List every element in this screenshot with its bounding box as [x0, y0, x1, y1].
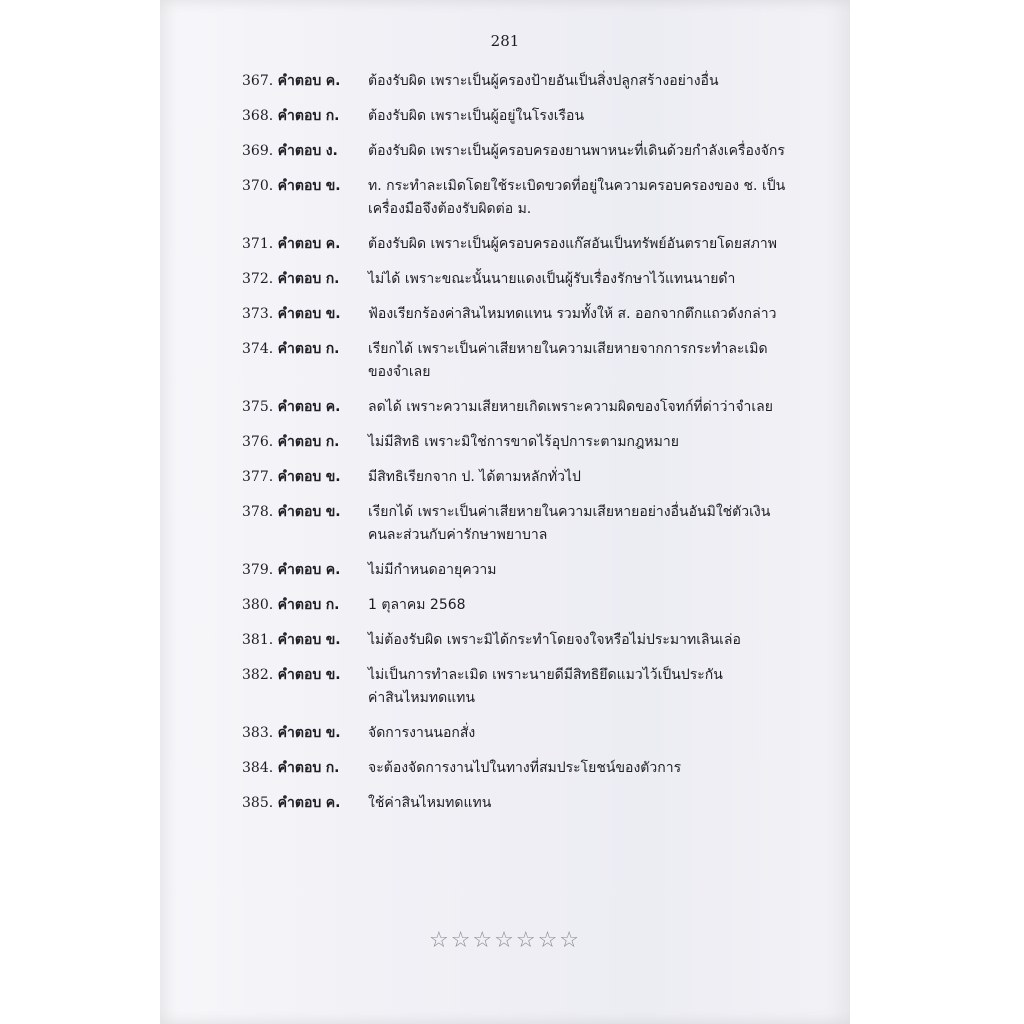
- answer-entry: [160, 338, 850, 384]
- answer-choice: ข.: [325, 469, 341, 485]
- answer-text: [368, 140, 788, 163]
- answer-choice: ข.: [325, 504, 341, 520]
- question-number: 368.: [242, 108, 274, 124]
- question-number: 383.: [242, 725, 274, 741]
- answer-line: ใช้ค่าสินไหมทดแทน: [368, 795, 492, 811]
- question-number: 385.: [242, 795, 274, 811]
- answer-choice: ข.: [325, 306, 341, 322]
- answer-entry: [160, 175, 850, 221]
- answer-word: คำตอบ: [277, 504, 322, 520]
- answer-word: คำตอบ: [277, 434, 322, 450]
- question-number: 374.: [242, 341, 274, 357]
- answer-entry: [160, 396, 850, 419]
- answer-line: ไม่มีสิทธิ เพราะมิใช่การขาดไร้อุปการะตามกฎหมาย: [368, 434, 679, 450]
- answer-label: [242, 629, 360, 652]
- answer-line: เครื่องมือจึงต้องรับผิดต่อ ม.: [368, 201, 532, 217]
- answer-word: คำตอบ: [277, 795, 322, 811]
- answer-choice: ก.: [325, 341, 340, 357]
- answer-label: [242, 233, 360, 256]
- answer-label: [242, 105, 360, 128]
- answer-choice: ค.: [325, 236, 341, 252]
- answer-word: คำตอบ: [277, 108, 322, 124]
- question-number: 379.: [242, 562, 274, 578]
- answer-word: คำตอบ: [277, 178, 322, 194]
- page-number: 281: [490, 32, 520, 50]
- answer-line: ฟ้องเรียกร้องค่าสินไหมทดแทน รวมทั้งให้ ส. ออกจากตึกแถวดังกล่าว: [368, 306, 777, 322]
- answer-label: [242, 466, 360, 489]
- answer-label: [242, 594, 360, 617]
- answer-line: ไม่ได้ เพราะขณะนั้นนายแดงเป็นผู้รับเรื่องรักษาไว้แทนนายดำ: [368, 271, 736, 287]
- answer-line: ค่าสินไหมทดแทน: [368, 690, 475, 706]
- answer-word: คำตอบ: [277, 399, 322, 415]
- answer-word: คำตอบ: [277, 760, 322, 776]
- answer-choice: ค.: [325, 73, 341, 89]
- answer-text: [368, 629, 788, 652]
- answer-text: [368, 233, 788, 256]
- answer-line: ท. กระทำละเมิดโดยใช้ระเบิดขวดที่อยู่ในความครอบครองของ ช. เป็น: [368, 178, 786, 194]
- answer-label: [242, 722, 360, 745]
- question-number: 377.: [242, 469, 274, 485]
- answer-entry: [160, 559, 850, 582]
- answer-label: [242, 70, 360, 93]
- answer-entry: [160, 792, 850, 815]
- answer-choice: ง.: [325, 143, 338, 159]
- answer-text: [368, 757, 788, 780]
- answer-word: คำตอบ: [277, 341, 322, 357]
- answer-entry: [160, 70, 850, 93]
- answer-text: [368, 303, 788, 326]
- answer-entry: [160, 594, 850, 617]
- answer-line: ไม่เป็นการทำละเมิด เพราะนายดีมีสิทธิยึดแมวไว้เป็นประกัน: [368, 667, 723, 683]
- answer-text: [368, 792, 788, 815]
- answer-text: [368, 268, 788, 291]
- book-page: [160, 0, 850, 1024]
- end-ornament-stars: ☆☆☆☆☆☆☆: [428, 928, 582, 953]
- answer-word: คำตอบ: [277, 597, 322, 613]
- answer-text: [368, 594, 788, 617]
- answer-text: [368, 175, 788, 221]
- answer-text: [368, 105, 788, 128]
- answer-line: จะต้องจัดการงานไปในทางที่สมประโยชน์ของตัวการ: [368, 760, 682, 776]
- answer-line: 1 ตุลาคม 2568: [368, 597, 466, 613]
- answer-entry: [160, 233, 850, 256]
- answer-text: [368, 722, 788, 745]
- answer-choice: ก.: [325, 760, 340, 776]
- answer-line: ลดได้ เพราะความเสียหายเกิดเพราะความผิดของโจทก์ที่ด่าว่าจำเลย: [368, 399, 773, 415]
- answer-word: คำตอบ: [277, 143, 322, 159]
- answer-line: ไม่มีกำหนดอายุความ: [368, 562, 497, 578]
- answer-label: [242, 396, 360, 419]
- answer-choice: ก.: [325, 108, 340, 124]
- answer-label: [242, 757, 360, 780]
- answer-word: คำตอบ: [277, 469, 322, 485]
- answer-word: คำตอบ: [277, 236, 322, 252]
- answer-entry: [160, 501, 850, 547]
- answer-entry: [160, 722, 850, 745]
- answer-text: [368, 466, 788, 489]
- answer-label: [242, 175, 360, 198]
- question-number: 381.: [242, 632, 274, 648]
- answer-text: [368, 70, 788, 93]
- answer-entry: [160, 268, 850, 291]
- answer-label: [242, 338, 360, 361]
- answer-choice: ก.: [325, 597, 340, 613]
- answer-word: คำตอบ: [277, 725, 322, 741]
- answer-text: [368, 559, 788, 582]
- answer-word: คำตอบ: [277, 306, 322, 322]
- answer-word: คำตอบ: [277, 562, 322, 578]
- question-number: 367.: [242, 73, 274, 89]
- answer-entry: [160, 629, 850, 652]
- answer-choice: ค.: [325, 562, 341, 578]
- answer-line: ต้องรับผิด เพราะเป็นผู้ครอบครองแก๊สอันเป็นทรัพย์อันตรายโดยสภาพ: [368, 236, 777, 252]
- answer-label: [242, 431, 360, 454]
- answer-line: จัดการงานนอกสั่ง: [368, 725, 476, 741]
- answer-choice: ค.: [325, 399, 341, 415]
- question-number: 375.: [242, 399, 274, 415]
- answer-entry: [160, 303, 850, 326]
- answer-label: [242, 792, 360, 815]
- question-number: 380.: [242, 597, 274, 613]
- question-number: 384.: [242, 760, 274, 776]
- answer-text: [368, 501, 788, 547]
- answer-word: คำตอบ: [277, 667, 322, 683]
- question-number: 376.: [242, 434, 274, 450]
- answer-line: ไม่ต้องรับผิด เพราะมิได้กระทำโดยจงใจหรือไม่ประมาทเลินเล่อ: [368, 632, 741, 648]
- answer-choice: ค.: [325, 795, 341, 811]
- question-number: 372.: [242, 271, 274, 287]
- answer-text: [368, 431, 788, 454]
- answer-choice: ก.: [325, 271, 340, 287]
- answer-word: คำตอบ: [277, 271, 322, 287]
- answer-line: ต้องรับผิด เพราะเป็นผู้ครอบครองยานพาหนะที่เดินด้วยกำลังเครื่องจักร: [368, 143, 785, 159]
- answer-label: [242, 559, 360, 582]
- answer-word: คำตอบ: [277, 632, 322, 648]
- answer-entry: [160, 431, 850, 454]
- answer-choice: ข.: [325, 725, 341, 741]
- question-number: 373.: [242, 306, 274, 322]
- answer-entry: [160, 757, 850, 780]
- answer-text: [368, 664, 788, 710]
- answer-word: คำตอบ: [277, 73, 322, 89]
- answer-label: [242, 501, 360, 524]
- question-number: 370.: [242, 178, 274, 194]
- answer-label: [242, 664, 360, 687]
- answer-text: [368, 338, 788, 384]
- answer-label: [242, 268, 360, 291]
- answer-entry: [160, 140, 850, 163]
- question-number: 378.: [242, 504, 274, 520]
- answer-choice: ข.: [325, 667, 341, 683]
- answer-choice: ข.: [325, 632, 341, 648]
- answer-line: ของจำเลย: [368, 364, 431, 380]
- answer-list: [160, 70, 850, 827]
- answer-line: มีสิทธิเรียกจาก ป. ได้ตามหลักทั่วไป: [368, 469, 581, 485]
- answer-entry: [160, 105, 850, 128]
- answer-line: ต้องรับผิด เพราะเป็นผู้อยู่ในโรงเรือน: [368, 108, 585, 124]
- answer-choice: ก.: [325, 434, 340, 450]
- answer-line: เรียกได้ เพราะเป็นค่าเสียหายในความเสียหายอย่างอื่นอันมิใช่ตัวเงิน: [368, 504, 771, 520]
- answer-label: [242, 140, 360, 163]
- answer-label: [242, 303, 360, 326]
- question-number: 369.: [242, 143, 274, 159]
- answer-line: ต้องรับผิด เพราะเป็นผู้ครองป้ายอันเป็นสิ่งปลูกสร้างอย่างอื่น: [368, 73, 719, 89]
- answer-choice: ข.: [325, 178, 341, 194]
- answer-entry: [160, 466, 850, 489]
- question-number: 382.: [242, 667, 274, 683]
- answer-line: คนละส่วนกับค่ารักษาพยาบาล: [368, 527, 548, 543]
- answer-text: [368, 396, 788, 419]
- answer-line: เรียกได้ เพราะเป็นค่าเสียหายในความเสียหายจากการกระทำละเมิด: [368, 341, 768, 357]
- question-number: 371.: [242, 236, 274, 252]
- answer-entry: [160, 664, 850, 710]
